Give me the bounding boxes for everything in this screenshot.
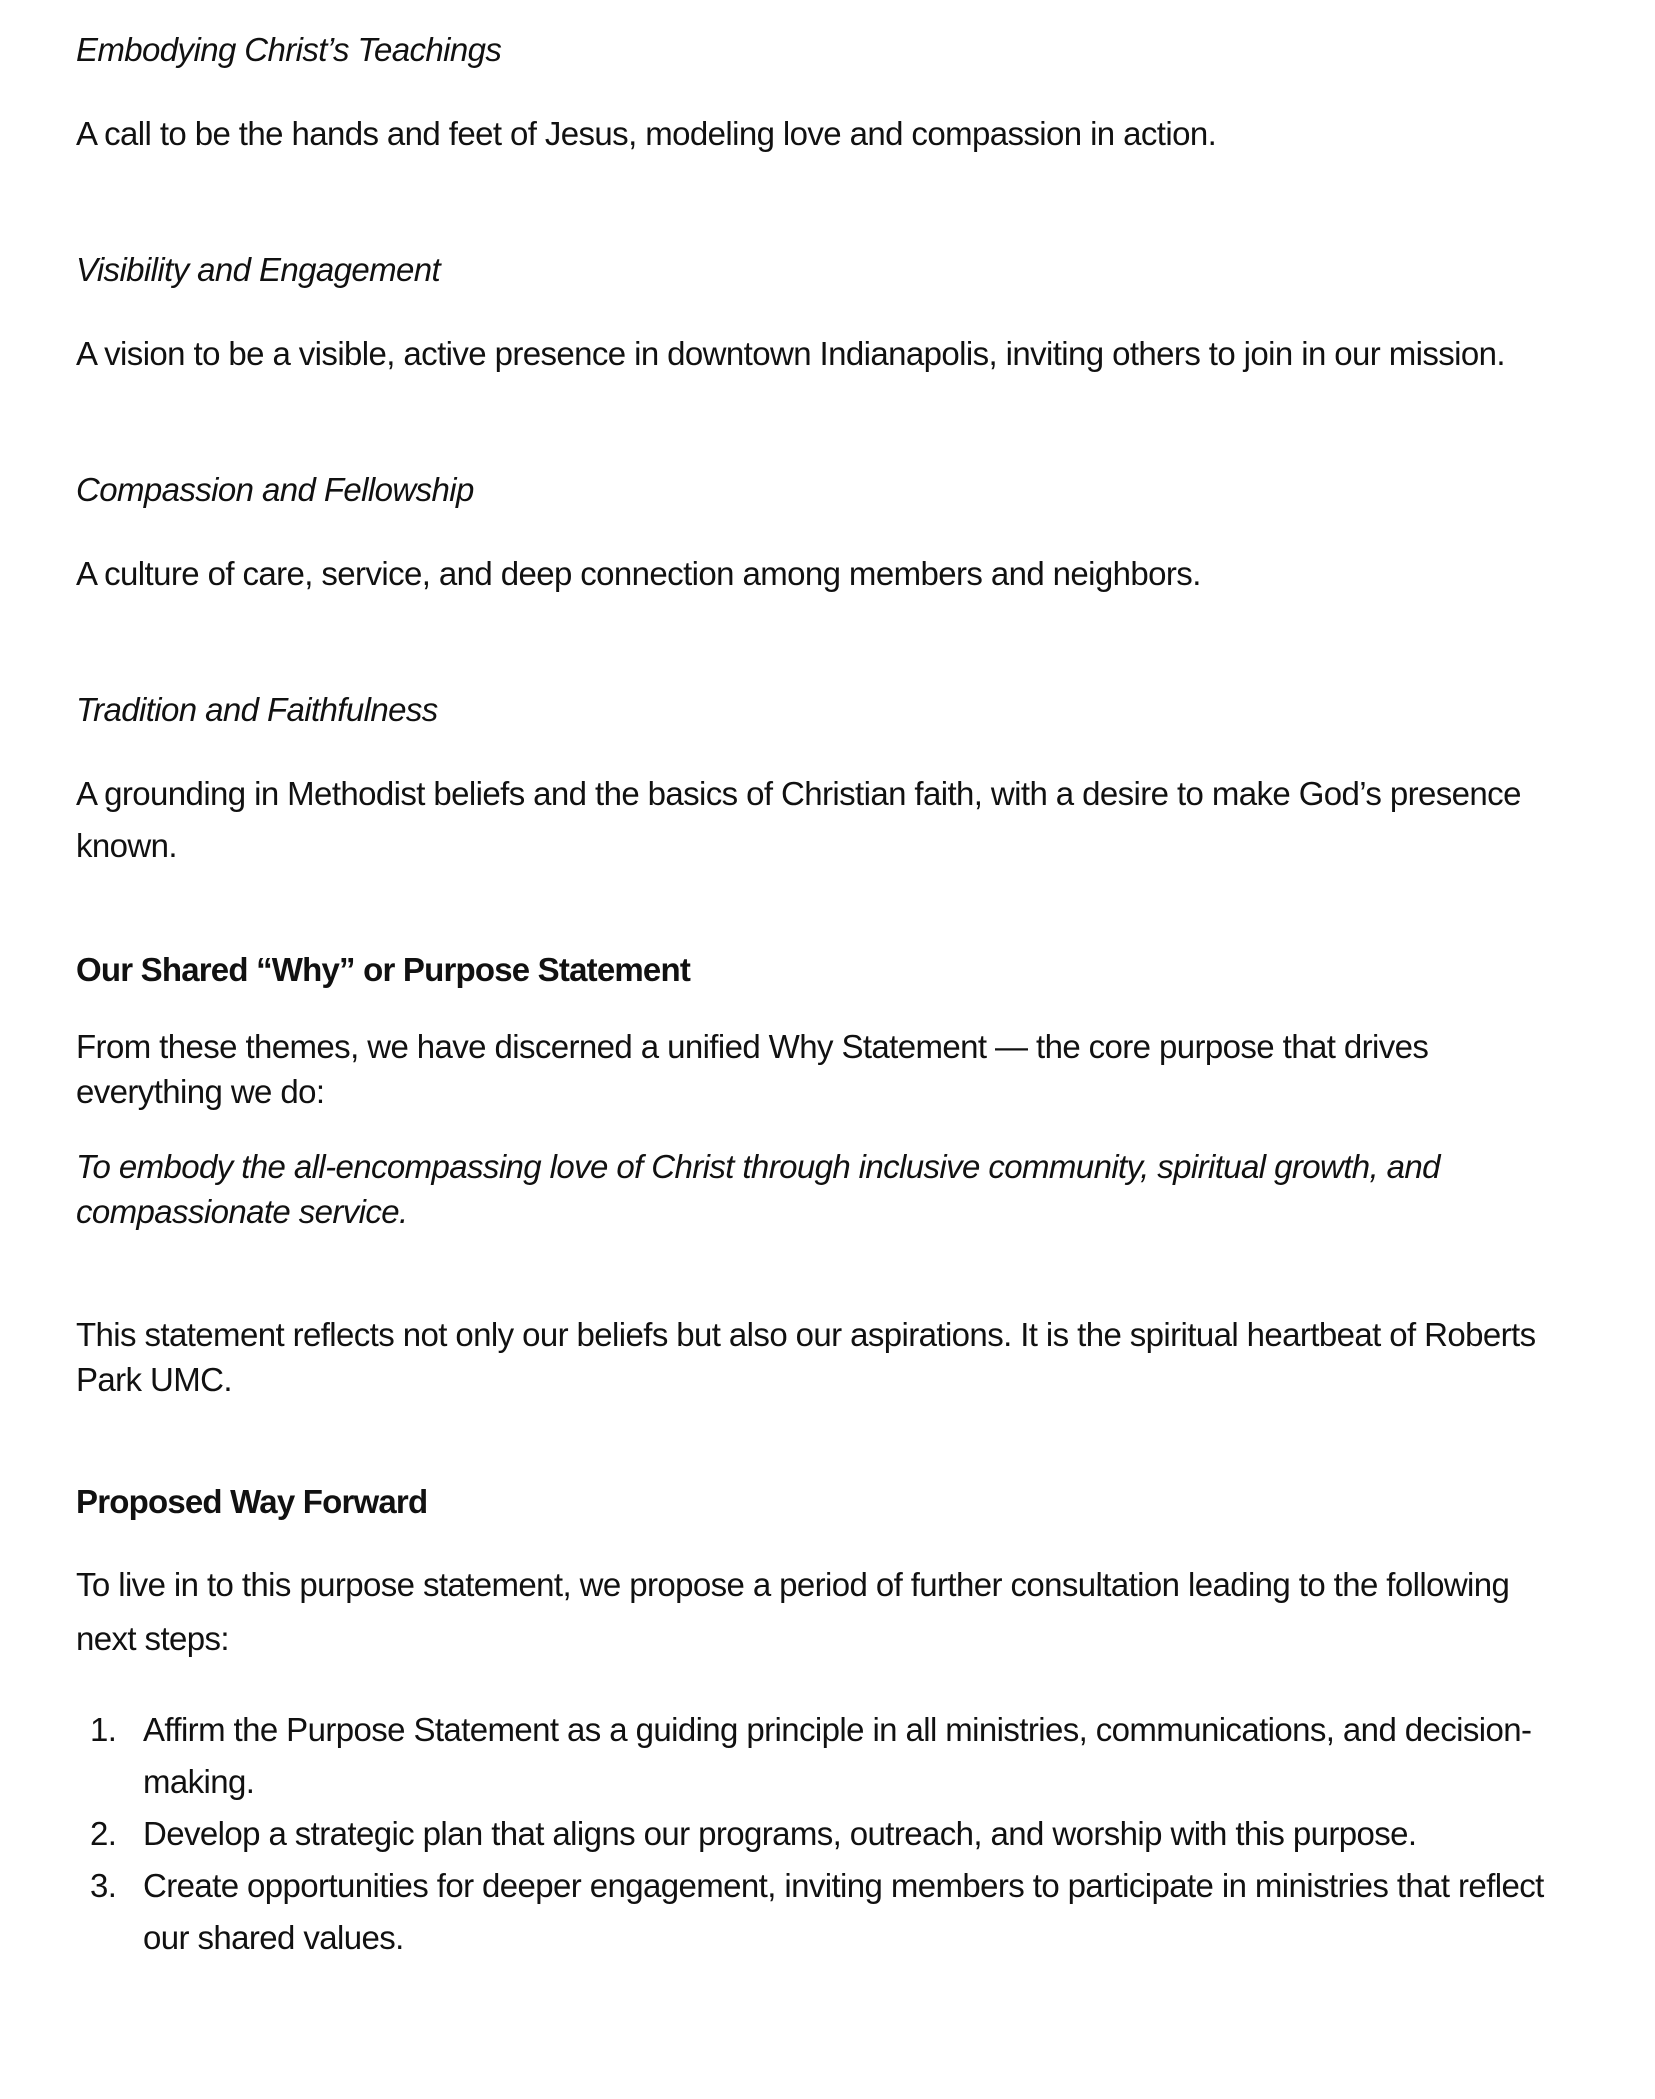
theme-title: Visibility and Engagement bbox=[76, 251, 441, 288]
document-page bbox=[76, 24, 1576, 1964]
theme-text: A culture of care, service, and deep connection among members and neighbors. bbox=[76, 555, 1201, 592]
next-steps-list bbox=[76, 1704, 1576, 1964]
list-number: 1. bbox=[90, 1711, 117, 1748]
theme-block bbox=[76, 684, 1576, 872]
theme-block bbox=[76, 24, 1576, 160]
theme-title: Tradition and Faithfulness bbox=[76, 691, 438, 728]
list-item-text: Develop a strategic plan that aligns our programs, outreach, and worship with this purpose. bbox=[143, 1815, 1417, 1852]
list-item-text: Create opportunities for deeper engagement, inviting members to participate in ministries that reflect our shared values. bbox=[143, 1867, 1544, 1956]
theme-text: A vision to be a visible, active presence in downtown Indianapolis, inviting others to join in our mission. bbox=[76, 335, 1505, 372]
list-item-text: Affirm the Purpose Statement as a guiding principle in all ministries, communications, and decision-making. bbox=[143, 1711, 1532, 1800]
theme-block bbox=[76, 464, 1576, 600]
way-forward-section bbox=[76, 1476, 1576, 1964]
list-item bbox=[76, 1808, 1576, 1860]
list-number: 2. bbox=[90, 1815, 117, 1852]
way-forward-intro: To live in to this purpose statement, we propose a period of further consultation leading to the following next steps: bbox=[76, 1566, 1510, 1657]
list-item bbox=[76, 1860, 1576, 1964]
purpose-heading: Our Shared “Why” or Purpose Statement bbox=[76, 951, 691, 988]
way-forward-heading: Proposed Way Forward bbox=[76, 1483, 428, 1520]
list-number: 3. bbox=[90, 1867, 117, 1904]
theme-title: Compassion and Fellowship bbox=[76, 471, 474, 508]
list-item bbox=[76, 1704, 1576, 1808]
purpose-statement: To embody the all-encompassing love of Christ through inclusive community, spiritual growth, and compassionate service. bbox=[76, 1148, 1440, 1230]
theme-text: A grounding in Methodist beliefs and the basics of Christian faith, with a desire to make God’s presence known. bbox=[76, 775, 1521, 864]
theme-text: A call to be the hands and feet of Jesus, modeling love and compassion in action. bbox=[76, 115, 1217, 152]
purpose-intro: From these themes, we have discerned a unified Why Statement — the core purpose that drives everything we do: bbox=[76, 1028, 1429, 1110]
theme-block bbox=[76, 244, 1576, 380]
purpose-section bbox=[76, 944, 1576, 1402]
purpose-reflection: This statement reflects not only our beliefs but also our aspirations. It is the spiritual heartbeat of Roberts Park UMC. bbox=[76, 1316, 1536, 1398]
theme-title: Embodying Christ’s Teachings bbox=[76, 31, 502, 68]
